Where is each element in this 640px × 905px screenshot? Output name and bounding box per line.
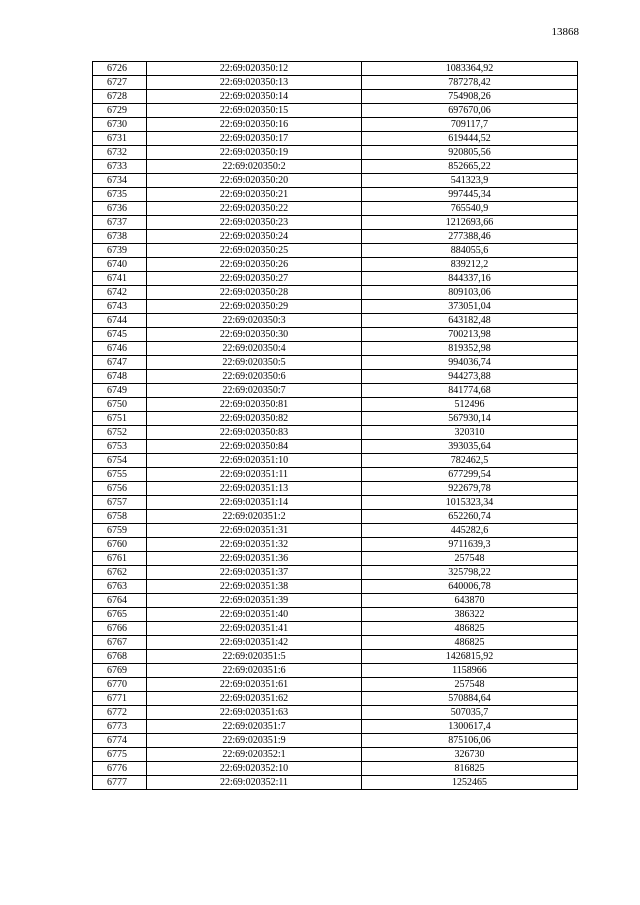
table-row bbox=[93, 104, 578, 118]
row-number-cell: 6731 bbox=[93, 132, 147, 146]
table-row bbox=[93, 720, 578, 734]
cadastral-number-cell: 22:69:020350:15 bbox=[147, 104, 362, 118]
cadastral-number-cell: 22:69:020351:7 bbox=[147, 720, 362, 734]
cadastral-number-cell: 22:69:020350:4 bbox=[147, 342, 362, 356]
cadastral-number-cell: 22:69:020351:9 bbox=[147, 734, 362, 748]
value-cell: 787278,42 bbox=[362, 76, 578, 90]
cadastral-number-cell: 22:69:020351:32 bbox=[147, 538, 362, 552]
table-row bbox=[93, 636, 578, 650]
cadastral-number-cell: 22:69:020351:6 bbox=[147, 664, 362, 678]
value-cell: 567930,14 bbox=[362, 412, 578, 426]
row-number-cell: 6745 bbox=[93, 328, 147, 342]
row-number-cell: 6740 bbox=[93, 258, 147, 272]
row-number-cell: 6754 bbox=[93, 454, 147, 468]
cadastral-number-cell: 22:69:020351:14 bbox=[147, 496, 362, 510]
row-number-cell: 6771 bbox=[93, 692, 147, 706]
value-cell: 709117,7 bbox=[362, 118, 578, 132]
cadastral-number-cell: 22:69:020352:10 bbox=[147, 762, 362, 776]
row-number-cell: 6772 bbox=[93, 706, 147, 720]
cadastral-number-cell: 22:69:020351:61 bbox=[147, 678, 362, 692]
cadastral-number-cell: 22:69:020351:13 bbox=[147, 482, 362, 496]
value-cell: 884055,6 bbox=[362, 244, 578, 258]
row-number-cell: 6747 bbox=[93, 356, 147, 370]
row-number-cell: 6765 bbox=[93, 608, 147, 622]
cadastral-number-cell: 22:69:020351:38 bbox=[147, 580, 362, 594]
table-row bbox=[93, 496, 578, 510]
row-number-cell: 6760 bbox=[93, 538, 147, 552]
row-number-cell: 6734 bbox=[93, 174, 147, 188]
cadastral-number-cell: 22:69:020350:26 bbox=[147, 258, 362, 272]
table-row bbox=[93, 244, 578, 258]
value-cell: 782462,5 bbox=[362, 454, 578, 468]
table-row bbox=[93, 370, 578, 384]
value-cell: 920805,56 bbox=[362, 146, 578, 160]
table-row bbox=[93, 608, 578, 622]
value-cell: 819352,98 bbox=[362, 342, 578, 356]
row-number-cell: 6764 bbox=[93, 594, 147, 608]
row-number-cell: 6755 bbox=[93, 468, 147, 482]
cadastral-number-cell: 22:69:020351:11 bbox=[147, 468, 362, 482]
value-cell: 507035,7 bbox=[362, 706, 578, 720]
cadastral-number-cell: 22:69:020351:63 bbox=[147, 706, 362, 720]
row-number-cell: 6726 bbox=[93, 62, 147, 76]
row-number-cell: 6746 bbox=[93, 342, 147, 356]
value-cell: 1212693,66 bbox=[362, 216, 578, 230]
table-row bbox=[93, 622, 578, 636]
row-number-cell: 6761 bbox=[93, 552, 147, 566]
page-number: 13868 bbox=[551, 26, 579, 38]
cadastral-number-cell: 22:69:020351:10 bbox=[147, 454, 362, 468]
cadastral-number-cell: 22:69:020351:41 bbox=[147, 622, 362, 636]
row-number-cell: 6752 bbox=[93, 426, 147, 440]
table-row bbox=[93, 776, 578, 790]
cadastral-number-cell: 22:69:020350:2 bbox=[147, 160, 362, 174]
value-cell: 1083364,92 bbox=[362, 62, 578, 76]
table-row bbox=[93, 90, 578, 104]
row-number-cell: 6775 bbox=[93, 748, 147, 762]
value-cell: 486825 bbox=[362, 622, 578, 636]
table-row bbox=[93, 748, 578, 762]
row-number-cell: 6727 bbox=[93, 76, 147, 90]
table-row bbox=[93, 230, 578, 244]
cadastral-value-table bbox=[92, 61, 578, 790]
table-row bbox=[93, 552, 578, 566]
table-row bbox=[93, 76, 578, 90]
cadastral-number-cell: 22:69:020350:19 bbox=[147, 146, 362, 160]
cadastral-number-cell: 22:69:020351:36 bbox=[147, 552, 362, 566]
row-number-cell: 6749 bbox=[93, 384, 147, 398]
table-row bbox=[93, 62, 578, 76]
table-row bbox=[93, 160, 578, 174]
row-number-cell: 6750 bbox=[93, 398, 147, 412]
row-number-cell: 6741 bbox=[93, 272, 147, 286]
table-row bbox=[93, 650, 578, 664]
cadastral-number-cell: 22:69:020350:25 bbox=[147, 244, 362, 258]
value-cell: 1252465 bbox=[362, 776, 578, 790]
table-row bbox=[93, 664, 578, 678]
cadastral-number-cell: 22:69:020350:22 bbox=[147, 202, 362, 216]
value-cell: 652260,74 bbox=[362, 510, 578, 524]
table-row bbox=[93, 538, 578, 552]
cadastral-number-cell: 22:69:020351:2 bbox=[147, 510, 362, 524]
row-number-cell: 6753 bbox=[93, 440, 147, 454]
cadastral-number-cell: 22:69:020350:14 bbox=[147, 90, 362, 104]
cadastral-number-cell: 22:69:020350:16 bbox=[147, 118, 362, 132]
value-cell: 512496 bbox=[362, 398, 578, 412]
value-cell: 765540,9 bbox=[362, 202, 578, 216]
cadastral-number-cell: 22:69:020351:5 bbox=[147, 650, 362, 664]
table-row bbox=[93, 762, 578, 776]
cadastral-number-cell: 22:69:020350:28 bbox=[147, 286, 362, 300]
cadastral-number-cell: 22:69:020350:3 bbox=[147, 314, 362, 328]
row-number-cell: 6762 bbox=[93, 566, 147, 580]
row-number-cell: 6729 bbox=[93, 104, 147, 118]
table-row bbox=[93, 398, 578, 412]
value-cell: 841774,68 bbox=[362, 384, 578, 398]
row-number-cell: 6770 bbox=[93, 678, 147, 692]
value-cell: 754908,26 bbox=[362, 90, 578, 104]
cadastral-number-cell: 22:69:020350:84 bbox=[147, 440, 362, 454]
table-row bbox=[93, 440, 578, 454]
table-row bbox=[93, 216, 578, 230]
value-cell: 922679,78 bbox=[362, 482, 578, 496]
table-row bbox=[93, 734, 578, 748]
row-number-cell: 6766 bbox=[93, 622, 147, 636]
value-cell: 944273,88 bbox=[362, 370, 578, 384]
value-cell: 373051,04 bbox=[362, 300, 578, 314]
table-row bbox=[93, 356, 578, 370]
cadastral-number-cell: 22:69:020350:12 bbox=[147, 62, 362, 76]
cadastral-number-cell: 22:69:020350:7 bbox=[147, 384, 362, 398]
row-number-cell: 6757 bbox=[93, 496, 147, 510]
cadastral-number-cell: 22:69:020350:17 bbox=[147, 132, 362, 146]
value-cell: 9711639,3 bbox=[362, 538, 578, 552]
value-cell: 997445,34 bbox=[362, 188, 578, 202]
row-number-cell: 6773 bbox=[93, 720, 147, 734]
value-cell: 320310 bbox=[362, 426, 578, 440]
row-number-cell: 6759 bbox=[93, 524, 147, 538]
cadastral-number-cell: 22:69:020350:81 bbox=[147, 398, 362, 412]
row-number-cell: 6738 bbox=[93, 230, 147, 244]
table-row bbox=[93, 132, 578, 146]
row-number-cell: 6768 bbox=[93, 650, 147, 664]
value-cell: 839212,2 bbox=[362, 258, 578, 272]
table-row bbox=[93, 692, 578, 706]
row-number-cell: 6767 bbox=[93, 636, 147, 650]
value-cell: 257548 bbox=[362, 678, 578, 692]
table-row bbox=[93, 314, 578, 328]
table-row bbox=[93, 594, 578, 608]
value-cell: 1300617,4 bbox=[362, 720, 578, 734]
table-row bbox=[93, 426, 578, 440]
value-cell: 619444,52 bbox=[362, 132, 578, 146]
row-number-cell: 6751 bbox=[93, 412, 147, 426]
cadastral-number-cell: 22:69:020351:42 bbox=[147, 636, 362, 650]
value-cell: 277388,46 bbox=[362, 230, 578, 244]
cadastral-number-cell: 22:69:020351:62 bbox=[147, 692, 362, 706]
table-row bbox=[93, 524, 578, 538]
value-cell: 326730 bbox=[362, 748, 578, 762]
value-cell: 700213,98 bbox=[362, 328, 578, 342]
table-row bbox=[93, 412, 578, 426]
row-number-cell: 6730 bbox=[93, 118, 147, 132]
cadastral-number-cell: 22:69:020350:23 bbox=[147, 216, 362, 230]
cadastral-number-cell: 22:69:020351:31 bbox=[147, 524, 362, 538]
row-number-cell: 6735 bbox=[93, 188, 147, 202]
value-cell: 677299,54 bbox=[362, 468, 578, 482]
value-cell: 570884,64 bbox=[362, 692, 578, 706]
table-row bbox=[93, 300, 578, 314]
value-cell: 393035,64 bbox=[362, 440, 578, 454]
table-row bbox=[93, 328, 578, 342]
table-row bbox=[93, 678, 578, 692]
value-cell: 640006,78 bbox=[362, 580, 578, 594]
value-cell: 325798,22 bbox=[362, 566, 578, 580]
row-number-cell: 6756 bbox=[93, 482, 147, 496]
table-row bbox=[93, 272, 578, 286]
table-row bbox=[93, 468, 578, 482]
table-row bbox=[93, 384, 578, 398]
row-number-cell: 6744 bbox=[93, 314, 147, 328]
value-cell: 643182,48 bbox=[362, 314, 578, 328]
cadastral-number-cell: 22:69:020350:30 bbox=[147, 328, 362, 342]
table-row bbox=[93, 510, 578, 524]
cadastral-number-cell: 22:69:020350:29 bbox=[147, 300, 362, 314]
table-row bbox=[93, 118, 578, 132]
cadastral-number-cell: 22:69:020352:11 bbox=[147, 776, 362, 790]
cadastral-number-cell: 22:69:020351:37 bbox=[147, 566, 362, 580]
value-cell: 445282,6 bbox=[362, 524, 578, 538]
value-cell: 994036,74 bbox=[362, 356, 578, 370]
row-number-cell: 6732 bbox=[93, 146, 147, 160]
value-cell: 643870 bbox=[362, 594, 578, 608]
row-number-cell: 6777 bbox=[93, 776, 147, 790]
table-row bbox=[93, 566, 578, 580]
row-number-cell: 6743 bbox=[93, 300, 147, 314]
value-cell: 541323,9 bbox=[362, 174, 578, 188]
cadastral-number-cell: 22:69:020350:24 bbox=[147, 230, 362, 244]
row-number-cell: 6748 bbox=[93, 370, 147, 384]
table-row bbox=[93, 706, 578, 720]
value-cell: 875106,06 bbox=[362, 734, 578, 748]
row-number-cell: 6739 bbox=[93, 244, 147, 258]
table-body bbox=[93, 62, 578, 790]
table-row bbox=[93, 342, 578, 356]
cadastral-number-cell: 22:69:020350:5 bbox=[147, 356, 362, 370]
cadastral-number-cell: 22:69:020351:40 bbox=[147, 608, 362, 622]
cadastral-number-cell: 22:69:020352:1 bbox=[147, 748, 362, 762]
table-row bbox=[93, 202, 578, 216]
table-row bbox=[93, 188, 578, 202]
row-number-cell: 6769 bbox=[93, 664, 147, 678]
cadastral-number-cell: 22:69:020350:13 bbox=[147, 76, 362, 90]
row-number-cell: 6742 bbox=[93, 286, 147, 300]
value-cell: 1158966 bbox=[362, 664, 578, 678]
cadastral-number-cell: 22:69:020350:82 bbox=[147, 412, 362, 426]
cadastral-number-cell: 22:69:020350:27 bbox=[147, 272, 362, 286]
value-cell: 386322 bbox=[362, 608, 578, 622]
table-row bbox=[93, 580, 578, 594]
row-number-cell: 6737 bbox=[93, 216, 147, 230]
value-cell: 844337,16 bbox=[362, 272, 578, 286]
row-number-cell: 6776 bbox=[93, 762, 147, 776]
table-row bbox=[93, 286, 578, 300]
cadastral-number-cell: 22:69:020351:39 bbox=[147, 594, 362, 608]
cadastral-number-cell: 22:69:020350:20 bbox=[147, 174, 362, 188]
table-row bbox=[93, 258, 578, 272]
table-row bbox=[93, 174, 578, 188]
value-cell: 1015323,34 bbox=[362, 496, 578, 510]
cadastral-number-cell: 22:69:020350:83 bbox=[147, 426, 362, 440]
row-number-cell: 6728 bbox=[93, 90, 147, 104]
row-number-cell: 6736 bbox=[93, 202, 147, 216]
value-cell: 809103,06 bbox=[362, 286, 578, 300]
cadastral-number-cell: 22:69:020350:6 bbox=[147, 370, 362, 384]
value-cell: 257548 bbox=[362, 552, 578, 566]
value-cell: 816825 bbox=[362, 762, 578, 776]
row-number-cell: 6774 bbox=[93, 734, 147, 748]
row-number-cell: 6763 bbox=[93, 580, 147, 594]
row-number-cell: 6733 bbox=[93, 160, 147, 174]
value-cell: 1426815,92 bbox=[362, 650, 578, 664]
value-cell: 486825 bbox=[362, 636, 578, 650]
value-cell: 697670,06 bbox=[362, 104, 578, 118]
cadastral-number-cell: 22:69:020350:21 bbox=[147, 188, 362, 202]
table-row bbox=[93, 454, 578, 468]
table-row bbox=[93, 482, 578, 496]
row-number-cell: 6758 bbox=[93, 510, 147, 524]
value-cell: 852665,22 bbox=[362, 160, 578, 174]
table-row bbox=[93, 146, 578, 160]
